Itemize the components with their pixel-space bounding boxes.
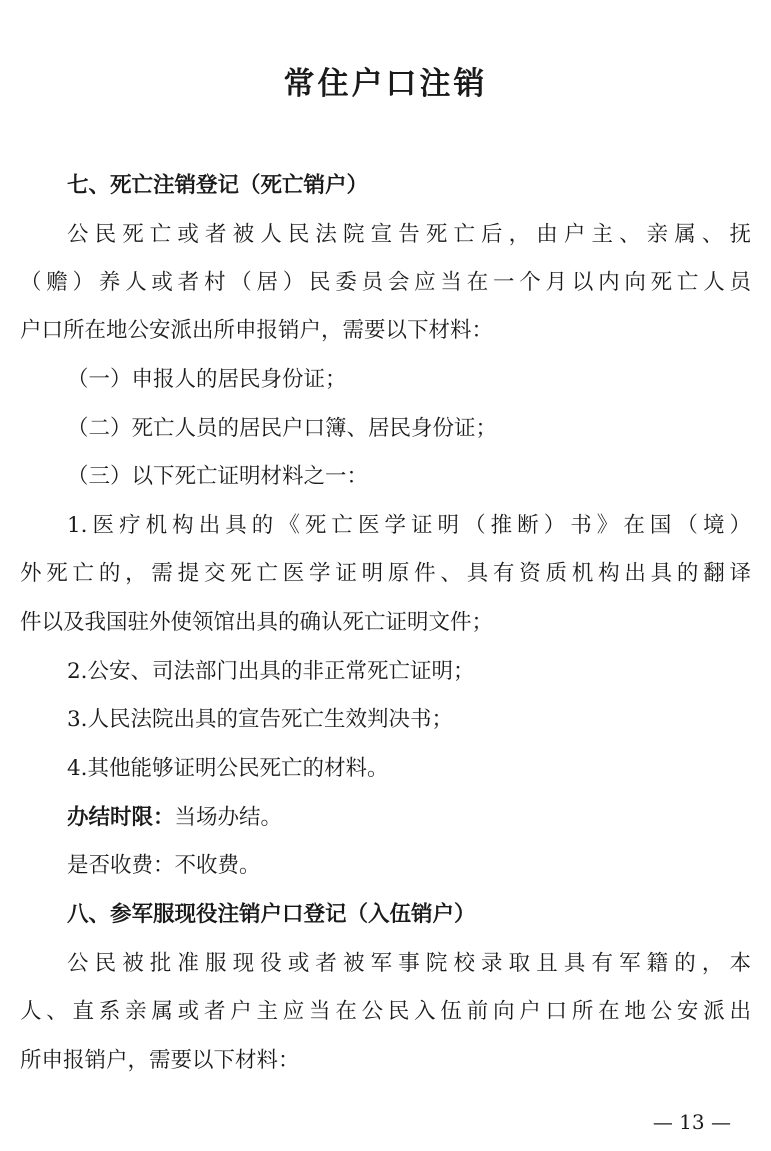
subitem-1-line-3: 件以及我国驻外使领馆出具的确认死亡证明文件； xyxy=(20,610,494,635)
section-7-intro-line-1: 公民死亡或者被人民法院宣告死亡后，由户主、亲属、抚 xyxy=(67,222,751,247)
list-item-2: （二）死亡人员的居民户口簿、居民身份证； xyxy=(67,416,498,441)
subitem-1-line-2: 外死亡的，需提交死亡医学证明原件、具有资质机构出具的翻译 xyxy=(20,561,751,586)
page-title: 常住户口注销 xyxy=(283,66,488,102)
subitem-2: 2.公安、司法部门出具的非正常死亡证明； xyxy=(67,659,475,684)
fee-line: 是否收费：不收费。 xyxy=(67,853,261,878)
section-8-intro-line-2: 人、直系亲属或者户主应当在公民入伍前向户口所在地公安派出 xyxy=(20,999,751,1024)
subitem-4: 4.其他能够证明公民死亡的材料。 xyxy=(67,756,389,781)
list-item-1: （一）申报人的居民身份证； xyxy=(67,367,347,392)
section-7-heading: 七、死亡注销登记（死亡销户） xyxy=(67,173,369,198)
subitem-3: 3.人民法院出具的宣告死亡生效判决书； xyxy=(67,707,454,732)
section-7-intro-line-2: （赡）养人或者村（居）民委员会应当在一个月以内向死亡人员 xyxy=(20,270,751,295)
section-8-heading: 八、参军服现役注销户口登记（入伍销户） xyxy=(67,902,476,927)
section-8-intro-line-1: 公民被批准服现役或者被军事院校录取且具有军籍的，本 xyxy=(67,951,751,976)
list-item-3: （三）以下死亡证明材料之一： xyxy=(67,464,369,489)
page-number: — 13 — xyxy=(652,1110,731,1134)
time-limit-value: 当场办结。 xyxy=(174,805,283,830)
subitem-1-line-1: 1.医疗机构出具的《死亡医学证明（推断）书》在国（境） xyxy=(67,513,751,538)
section-7-intro-line-3: 户口所在地公安派出所申报销户，需要以下材料： xyxy=(20,318,494,343)
section-8-intro-line-3: 所申报销户，需要以下材料： xyxy=(20,1048,300,1073)
time-limit-label: 办结时限： xyxy=(67,805,175,830)
time-limit-row xyxy=(20,802,771,834)
